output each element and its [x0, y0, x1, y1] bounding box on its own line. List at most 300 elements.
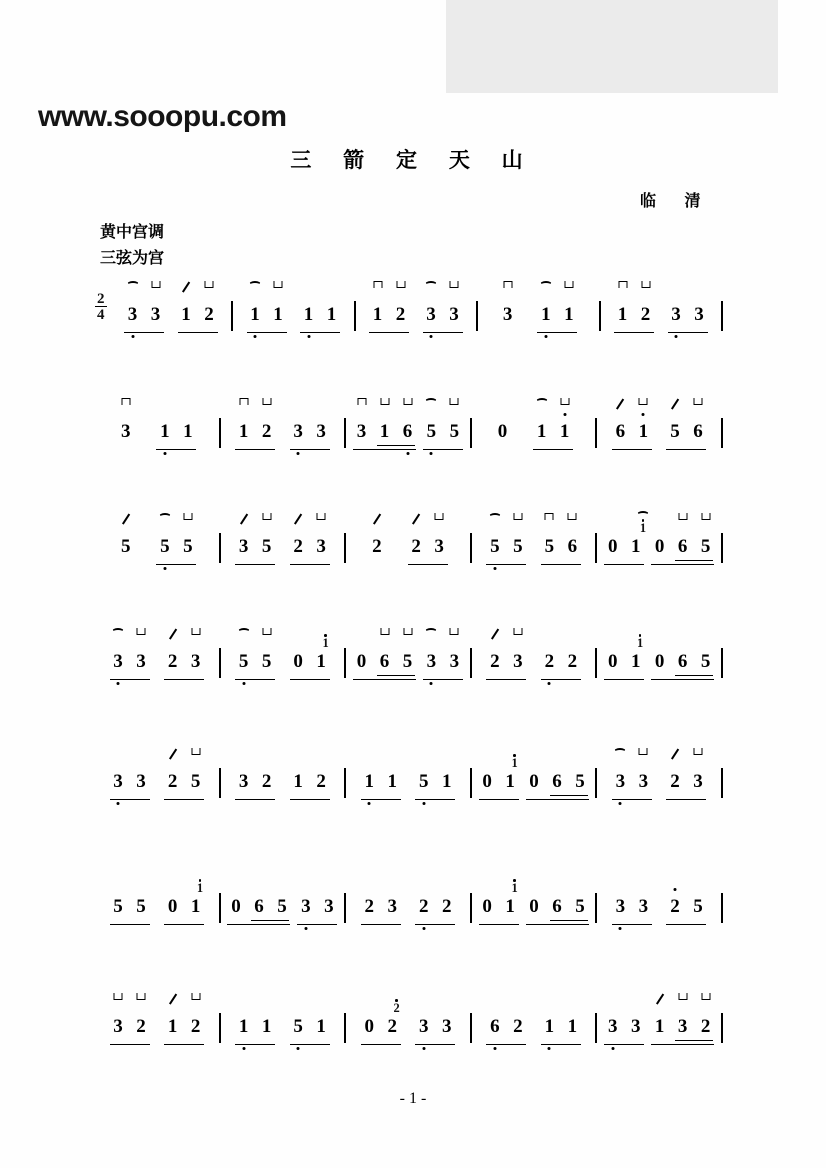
note — [691, 420, 704, 449]
note — [181, 420, 194, 449]
note — [504, 756, 518, 799]
measure — [221, 770, 345, 800]
note-digit: 2 — [204, 304, 214, 325]
note-digit: 3 — [238, 536, 249, 557]
score-line-5 — [95, 756, 723, 800]
note — [166, 1015, 179, 1044]
grace-note — [197, 879, 203, 894]
sixteenth-subgroup — [378, 650, 414, 679]
grace-note — [637, 634, 643, 649]
score-line-2 — [95, 420, 723, 450]
note-digit: 1 — [238, 421, 249, 442]
octave-dot-above — [673, 888, 676, 891]
note — [394, 303, 407, 332]
grace-note — [394, 999, 400, 1014]
scan-gray-area — [446, 0, 778, 93]
note — [386, 1001, 400, 1044]
technique-slur-arc-stroke-icon — [127, 281, 139, 288]
composer-name: 临 清 — [640, 193, 713, 210]
beamed-group — [235, 1015, 275, 1045]
note-digit: 3 — [694, 304, 704, 325]
note — [355, 650, 368, 679]
note — [315, 636, 329, 679]
note — [566, 1015, 579, 1044]
note — [158, 420, 171, 449]
note-digit: 0 — [293, 651, 303, 672]
octave-dot-above — [642, 413, 645, 416]
technique-up-bracket-pluck-icon — [183, 513, 192, 520]
note-digit: 3 — [638, 771, 649, 792]
measure — [597, 1015, 721, 1045]
note-digit: 2 — [364, 896, 374, 917]
note — [135, 895, 148, 924]
note-digit: 3 — [638, 896, 649, 917]
beamed-group — [668, 303, 708, 333]
beamed-group — [110, 650, 150, 680]
note-digit: 1 — [293, 771, 303, 792]
octave-dot-below — [254, 335, 257, 338]
note — [614, 420, 627, 449]
beamed-group — [604, 521, 647, 565]
note — [653, 650, 666, 679]
technique-slur-arc-stroke-icon — [238, 628, 250, 635]
note-digit: 2 — [567, 651, 578, 672]
note — [203, 303, 216, 332]
note-digit: 2 — [419, 896, 429, 917]
note-digit: 3 — [449, 304, 459, 325]
note-digit: 2 — [261, 771, 272, 792]
measure — [472, 420, 596, 450]
note-digit: 1 — [238, 1016, 249, 1037]
score-line-3 — [95, 521, 723, 565]
technique-up-bracket-pluck-icon — [114, 993, 123, 1000]
note-digit: 2 — [670, 771, 680, 792]
technique-slur-arc-stroke-icon — [425, 398, 437, 405]
beamed-group — [361, 770, 401, 800]
note-digit: 0 — [356, 651, 367, 672]
beamed-group — [612, 770, 652, 800]
beamed-group — [486, 650, 526, 680]
octave-dot-below — [406, 452, 409, 455]
beamed-group — [666, 420, 706, 450]
note-digit: 1 — [559, 421, 570, 442]
grace-digit: 1 — [511, 756, 518, 770]
note-digit: 1 — [250, 304, 260, 325]
note-digit: 3 — [356, 421, 367, 442]
note — [363, 1015, 376, 1044]
note — [260, 650, 273, 679]
technique-up-bracket-pluck-icon — [262, 628, 271, 635]
note-digit: 1 — [564, 304, 574, 325]
note — [417, 1015, 430, 1044]
note-digit: 1 — [303, 304, 314, 325]
beamed-group — [479, 881, 519, 925]
note — [676, 650, 689, 679]
note — [670, 303, 683, 332]
technique-up-bracket-pluck-icon — [137, 993, 146, 1000]
note-digit: 1 — [654, 1016, 665, 1037]
technique-up-bracket-pluck-icon — [639, 748, 648, 755]
note-digit: 3 — [136, 771, 146, 792]
note — [637, 895, 650, 924]
note — [440, 895, 453, 924]
octave-dot-below — [304, 927, 307, 930]
technique-backslash-stroke-icon — [491, 628, 499, 639]
note-digit: 5 — [419, 771, 429, 792]
barline — [721, 1013, 723, 1043]
measure — [346, 895, 470, 925]
beamed-group — [178, 303, 218, 333]
note — [433, 535, 446, 564]
technique-up-bracket-pluck-icon — [191, 993, 200, 1000]
beamed-group — [235, 650, 275, 680]
time-signature-numerator: 2 — [97, 291, 105, 307]
beamed-group — [235, 420, 275, 450]
beamed-group — [164, 770, 204, 800]
note-digit: 1 — [364, 771, 374, 792]
octave-dot-below — [548, 1047, 551, 1050]
barline — [721, 301, 723, 331]
grace-digit: 1 — [322, 636, 329, 650]
note-digit: 1 — [536, 421, 547, 442]
note — [237, 420, 250, 449]
note — [511, 1015, 524, 1044]
note — [699, 1015, 712, 1044]
beamed-group — [486, 535, 526, 565]
note-digit: 2 — [387, 1016, 397, 1037]
measure — [472, 650, 596, 680]
page-number: - 1 - — [399, 1090, 427, 1107]
note — [566, 535, 579, 564]
quarter-group — [499, 303, 516, 332]
beamed-group — [526, 770, 589, 800]
measure — [346, 650, 470, 680]
octave-dot-below — [307, 335, 310, 338]
note-digit: 1 — [167, 1016, 178, 1037]
note-digit: 1 — [181, 304, 191, 325]
note — [448, 303, 461, 332]
note — [637, 770, 650, 799]
note — [166, 895, 179, 924]
note — [378, 420, 391, 449]
octave-dot-below — [422, 927, 425, 930]
note-digit: 0 — [231, 896, 241, 917]
technique-down-bracket-pluck-icon — [503, 281, 512, 288]
note-digit: 1 — [190, 896, 201, 917]
beamed-group — [290, 535, 330, 565]
technique-up-bracket-pluck-icon — [693, 748, 702, 755]
note — [693, 303, 706, 332]
beamed-group — [541, 650, 581, 680]
technique-backslash-stroke-icon — [373, 513, 381, 524]
note — [363, 770, 376, 799]
time-signature — [95, 292, 107, 322]
note — [119, 535, 132, 564]
note — [275, 895, 288, 924]
note — [299, 895, 312, 924]
note-digit: 3 — [113, 771, 123, 792]
beamed-group — [227, 895, 290, 925]
note-digit: 5 — [700, 536, 711, 557]
beamed-group — [361, 1001, 401, 1045]
technique-up-bracket-pluck-icon — [641, 281, 650, 288]
note — [363, 895, 376, 924]
key-label-tuning: 三弦为宫 — [100, 250, 165, 267]
beamed-group — [614, 303, 654, 333]
note-digit: 1 — [372, 304, 383, 325]
note-digit: 3 — [442, 1016, 452, 1037]
beamed-group — [651, 1015, 714, 1045]
beamed-group — [290, 770, 330, 800]
technique-backslash-stroke-icon — [412, 513, 420, 524]
note — [292, 650, 305, 679]
beamed-group — [124, 303, 164, 333]
note — [135, 1015, 148, 1044]
note — [488, 535, 501, 564]
beamed-group — [533, 420, 573, 450]
beamed-group — [110, 895, 150, 925]
note — [237, 770, 250, 799]
note-digit: 5 — [120, 536, 131, 557]
note — [166, 770, 179, 799]
octave-dot-below — [611, 1047, 614, 1050]
note — [135, 650, 148, 679]
note-digit: 5 — [238, 651, 249, 672]
grace-digit: 1 — [639, 521, 647, 535]
technique-up-bracket-pluck-icon — [450, 628, 459, 635]
sixteenth-subgroup — [551, 895, 587, 924]
note-digit: 6 — [552, 771, 562, 792]
note — [448, 650, 461, 679]
note-digit: 3 — [387, 896, 397, 917]
note — [249, 303, 262, 332]
technique-slur-arc-stroke-icon — [159, 513, 171, 520]
note — [315, 420, 328, 449]
technique-up-bracket-pluck-icon — [262, 398, 271, 405]
note-digit: 1 — [567, 1016, 578, 1037]
note-digit: 3 — [301, 896, 311, 917]
beamed-group — [666, 895, 706, 925]
grace-note — [511, 879, 517, 894]
note — [272, 303, 285, 332]
beamed-group — [537, 303, 577, 333]
technique-backslash-stroke-icon — [671, 398, 679, 409]
measure — [472, 756, 596, 800]
note-digit: 6 — [254, 896, 264, 917]
technique-up-bracket-pluck-icon — [205, 281, 214, 288]
note-digit: 2 — [190, 1016, 201, 1037]
technique-slur-arc-stroke-icon — [536, 398, 548, 405]
measure — [597, 420, 721, 450]
grace-note — [637, 511, 649, 535]
note-digit: 3 — [419, 1016, 429, 1037]
technique-slur-arc-stroke-icon — [540, 281, 552, 288]
technique-backslash-stroke-icon — [616, 398, 624, 409]
note-digit: 3 — [136, 651, 146, 672]
note — [425, 303, 438, 332]
note — [614, 770, 627, 799]
note-digit: 0 — [529, 896, 539, 917]
octave-dot-below — [430, 335, 433, 338]
sixteenth-subgroup — [676, 535, 712, 564]
score-line-7 — [95, 1001, 723, 1045]
technique-up-bracket-pluck-icon — [191, 628, 200, 635]
beamed-group — [110, 1015, 150, 1045]
note-digit: 1 — [630, 651, 641, 672]
note — [528, 770, 541, 799]
note — [481, 895, 494, 924]
note — [189, 770, 202, 799]
measure — [95, 1015, 219, 1045]
note — [440, 770, 453, 799]
barline — [721, 533, 723, 563]
beamed-group — [423, 650, 463, 680]
note-digit: 5 — [544, 536, 555, 557]
note-digit: 1 — [261, 1016, 272, 1037]
note-digit: 0 — [654, 536, 665, 557]
note — [386, 895, 399, 924]
note-digit: 5 — [293, 1016, 303, 1037]
note — [539, 303, 552, 332]
measure — [597, 636, 721, 680]
grace-note — [322, 634, 328, 649]
beamed-group — [479, 756, 519, 800]
beamed-group — [290, 1015, 330, 1045]
technique-down-bracket-pluck-icon — [618, 281, 627, 288]
technique-up-bracket-pluck-icon — [450, 281, 459, 288]
note — [119, 420, 132, 449]
note-digit: 2 — [442, 896, 452, 917]
note — [511, 650, 524, 679]
note-digit: 5 — [670, 421, 680, 442]
barline — [721, 648, 723, 678]
note-digit: 5 — [113, 896, 123, 917]
technique-up-bracket-pluck-icon — [317, 513, 326, 520]
note-digit: 2 — [167, 771, 178, 792]
measure — [221, 895, 345, 925]
note-digit: 1 — [387, 771, 397, 792]
technique-backslash-stroke-icon — [671, 748, 679, 759]
measure — [472, 535, 596, 565]
note-digit: 3 — [324, 896, 334, 917]
note-digit: 2 — [670, 896, 680, 917]
note-digit: 3 — [677, 1016, 688, 1037]
note — [112, 895, 125, 924]
beamed-group — [353, 420, 416, 450]
beamed-group — [541, 535, 581, 565]
technique-slur-arc-stroke-icon — [489, 513, 501, 520]
note-digit: 3 — [113, 651, 123, 672]
quarter-group — [117, 420, 134, 449]
beamed-group — [290, 636, 330, 680]
note-digit: 3 — [513, 651, 523, 672]
technique-up-bracket-pluck-icon — [137, 628, 146, 635]
octave-dot-below — [242, 1047, 245, 1050]
beamed-group — [415, 770, 455, 800]
note-digit: 3 — [607, 1016, 618, 1037]
note — [149, 303, 162, 332]
note-digit: 3 — [426, 304, 436, 325]
note-digit: 3 — [449, 651, 460, 672]
note-digit: 1 — [442, 771, 452, 792]
grace-digit: 2 — [393, 1001, 400, 1015]
note — [629, 521, 647, 564]
technique-up-bracket-pluck-icon — [396, 281, 405, 288]
note — [629, 636, 644, 679]
technique-up-bracket-pluck-icon — [701, 513, 710, 520]
technique-up-bracket-pluck-icon — [151, 281, 160, 288]
note-digit: 2 — [490, 651, 500, 672]
quarter-group — [494, 420, 511, 449]
note — [292, 420, 305, 449]
measure — [233, 303, 354, 333]
technique-backslash-stroke-icon — [182, 281, 190, 292]
note — [637, 420, 650, 449]
octave-dot-below — [117, 682, 120, 685]
note — [629, 1015, 642, 1044]
note — [237, 650, 250, 679]
technique-slur-arc-stroke-icon — [425, 628, 437, 635]
measure — [472, 1015, 596, 1045]
beamed-group — [110, 770, 150, 800]
measure — [601, 303, 722, 333]
barline — [721, 418, 723, 448]
note — [417, 895, 430, 924]
grace-digit: 1 — [637, 636, 644, 650]
note-digit: 3 — [293, 421, 303, 442]
technique-up-bracket-pluck-icon — [191, 748, 200, 755]
note-digit: 2 — [167, 651, 178, 672]
note — [653, 1015, 666, 1044]
octave-dot-below — [544, 335, 547, 338]
note-digit: 5 — [490, 536, 500, 557]
note — [189, 650, 202, 679]
beamed-group — [408, 535, 448, 565]
note — [551, 895, 564, 924]
note — [606, 1015, 619, 1044]
note — [417, 770, 430, 799]
note-digit: 0 — [364, 1016, 374, 1037]
octave-dot-below — [131, 335, 134, 338]
note — [166, 650, 179, 679]
note-digit: 3 — [238, 771, 249, 792]
note — [440, 1015, 453, 1044]
sixteenth-subgroup — [378, 420, 414, 449]
technique-slur-arc-stroke-icon — [112, 628, 124, 635]
note-digit: 0 — [497, 421, 508, 442]
octave-dot-below — [422, 1047, 425, 1050]
grace-digit: 1 — [196, 881, 204, 895]
score-line-6 — [95, 881, 723, 925]
beamed-group — [651, 535, 714, 565]
sixteenth-subgroup — [676, 1015, 712, 1044]
sixteenth-subgroup — [252, 895, 288, 924]
key-label-mode: 黄中宫调 — [100, 224, 165, 241]
note — [562, 303, 575, 332]
note — [668, 420, 681, 449]
beamed-group — [423, 420, 463, 450]
technique-up-bracket-pluck-icon — [380, 398, 389, 405]
note-digit: 0 — [607, 651, 618, 672]
note-digit: 1 — [617, 304, 628, 325]
note-digit: 5 — [261, 536, 272, 557]
note-digit: 3 — [127, 304, 138, 325]
note — [504, 881, 518, 924]
technique-up-bracket-pluck-icon — [435, 513, 444, 520]
technique-up-bracket-pluck-icon — [262, 513, 271, 520]
note — [112, 650, 125, 679]
note — [543, 650, 556, 679]
